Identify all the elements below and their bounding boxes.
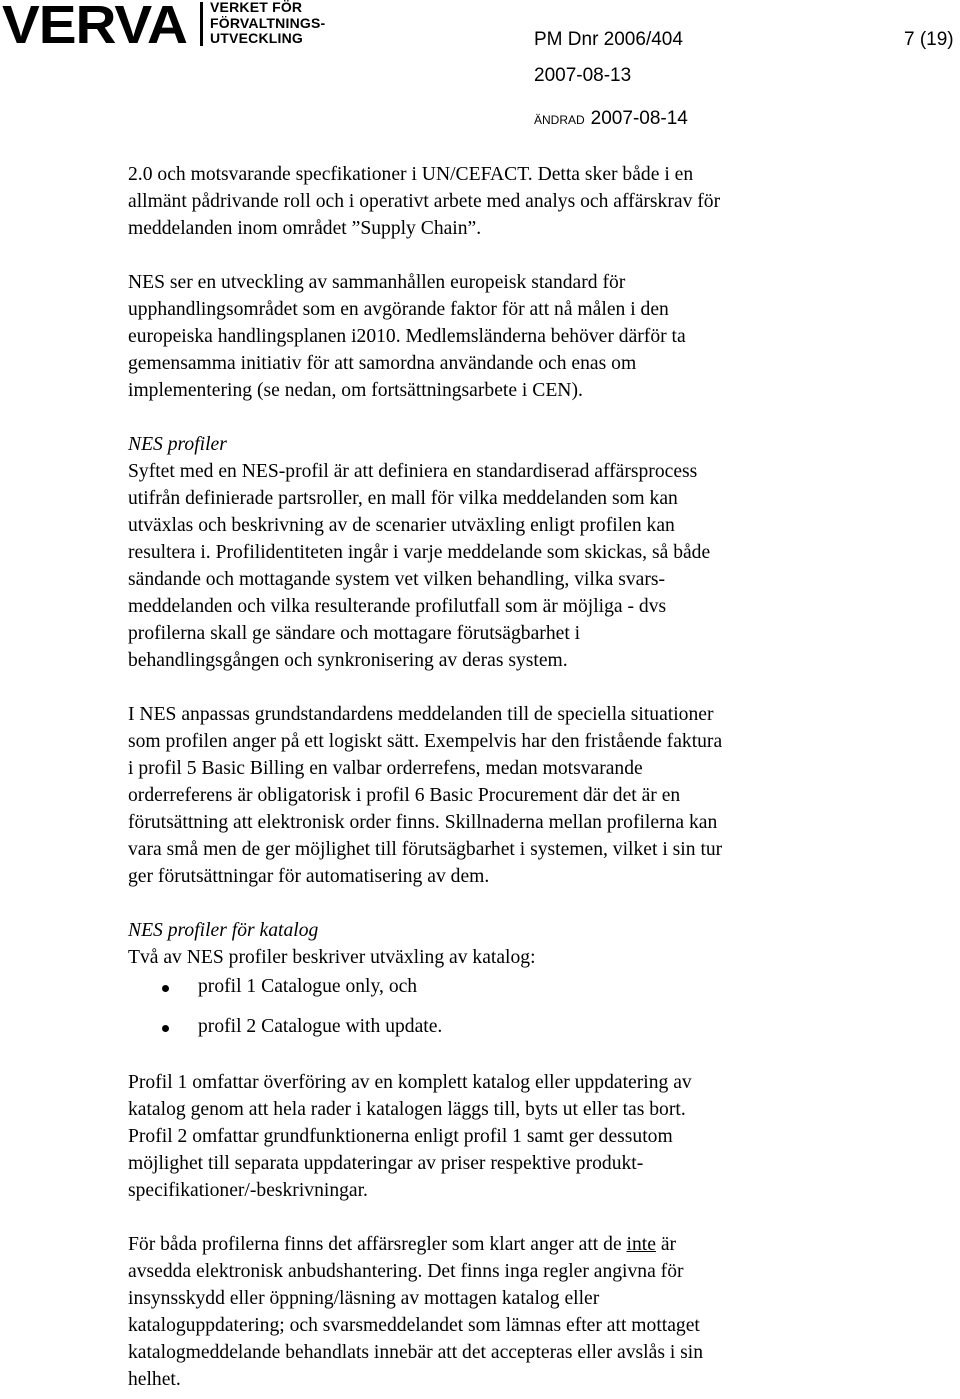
paragraph-5 (128, 1069, 888, 1204)
section-heading-nes-profiler: NES profiler (128, 434, 227, 455)
logo-wordmark: VERVA (2, 0, 187, 55)
text-line: möjlighet till separata uppdateringar av priser respektive produkt- (128, 1153, 644, 1174)
bullet-list (128, 973, 888, 1040)
text-line: kataloguppdatering; och svarsmeddelandet som lämnas efter att mottaget (128, 1315, 700, 1336)
document-body (128, 161, 888, 1393)
text-line: utifrån definierade partsroller, en mall för vilka meddelanden som kan (128, 488, 678, 509)
paragraph-3 (128, 458, 888, 674)
text-line: 2.0 och motsvarande specfikationer i UN/CEFACT. Detta sker både i en (128, 164, 694, 185)
text-line: som profilen anger på ett logiskt sätt. Exempelvis har den fristående faktura (128, 731, 723, 752)
text-span: är (655, 1234, 677, 1255)
text-line: avsedda elektronisk anbudshantering. Det finns inga regler angivna för (128, 1261, 684, 1282)
text-line: I NES anpassas grundstandardens meddelanden till de speciella situationer (128, 704, 714, 725)
text-line: Profil 1 omfattar överföring av en komplett katalog eller uppdatering av (128, 1072, 692, 1093)
logo-subtitle (210, 0, 325, 47)
text-line: helhet. (128, 1369, 181, 1390)
document-date: 2007-08-13 (534, 65, 632, 86)
bullet-icon (162, 985, 169, 992)
text-line: i profil 5 Basic Billing en valbar orderrefens, medan motsvarande (128, 758, 643, 779)
text-line: NES ser en utveckling av sammanhållen europeisk standard för (128, 272, 626, 293)
list-item (128, 1013, 888, 1040)
text-line: behandlingsgången och synkronisering av deras system. (128, 650, 568, 671)
section-heading-nes-profiler-katalog: NES profiler för katalog (128, 920, 319, 941)
text-line: gemensamma initiativ för att samordna användande och enas om (128, 353, 637, 374)
logo-divider (200, 2, 203, 46)
changed-date-value: 2007-08-14 (590, 108, 688, 129)
text-line: katalogmeddelande behandlats innebär att det accepteras eller avslås i sin (128, 1342, 704, 1363)
emphasis-inte: inte (626, 1234, 656, 1255)
list-intro: Två av NES profiler beskriver utväxling av katalog: (128, 947, 536, 968)
text-line: europeiska handlingsplanen i2010. Medlemsländerna behöver därför ta (128, 326, 686, 347)
text-line: profilerna skall ge sändare och mottagare förutsägbarhet i (128, 623, 581, 644)
logo-line: UTVECKLING (210, 30, 303, 46)
text-line: ger förutsättningar för automatisering av dem. (128, 866, 490, 887)
text-line: orderreferens är obligatorisk i profil 6 Basic Procurement där det är en (128, 785, 681, 806)
paragraph-2 (128, 269, 888, 404)
logo-line: VERKET FÖR (210, 0, 303, 15)
paragraph-1 (128, 161, 888, 242)
page-number: 7 (19) (904, 29, 954, 50)
text-line: insynsskydd eller öppning/läsning av mottagen katalog eller (128, 1288, 600, 1309)
text-line: resultera i. Profilidentiteten ingår i varje meddelande som skickas, så både (128, 542, 711, 563)
text-line: meddelanden inom området ”Supply Chain”. (128, 218, 482, 239)
text-line: vara små men de ger möjlighet till förutsägbarhet i systemen, vilket i sin tur (128, 839, 723, 860)
text-line: förutsättning att elektronisk order finns. Skillnaderna mellan profilerna kan (128, 812, 718, 833)
text-line: allmänt pådrivande roll och i operativt arbete med analys och affärskrav för (128, 191, 721, 212)
paragraph-6 (128, 1231, 888, 1393)
text-line: utväxlas och beskrivning av de scenarier utväxling enligt profilen kan (128, 515, 675, 536)
bullet-icon (162, 1025, 169, 1032)
changed-date (534, 108, 688, 130)
text-line: sändande och mottagande system vet vilken behandling, vilka svars- (128, 569, 666, 590)
changed-label: ÄNDRAD (534, 113, 585, 127)
list-item (128, 973, 888, 1013)
text-span: För båda profilerna finns det affärsregler som klart anger att de (128, 1234, 627, 1255)
paragraph-4 (128, 701, 888, 890)
list-item-text: profil 2 Catalogue with update. (198, 1016, 443, 1037)
list-item-text: profil 1 Catalogue only, och (198, 976, 418, 997)
logo-line: FÖRVALTNINGS- (210, 14, 326, 31)
text-line: katalog genom att hela rader i katalogen läggs till, byts ut eller tas bort. (128, 1099, 686, 1120)
text-line: Syftet med en NES-profil är att definiera en standardiserad affärsprocess (128, 461, 698, 482)
text-line (128, 1231, 888, 1258)
text-line: Profil 2 omfattar grundfunktionerna enligt profil 1 samt ger dessutom (128, 1126, 673, 1147)
text-line: meddelanden och vilka resulterande profilutfall som är möjliga - dvs (128, 596, 667, 617)
document-number: PM Dnr 2006/404 (534, 29, 683, 50)
text-line: implementering (se nedan, om fortsättningsarbete i CEN). (128, 380, 583, 401)
text-line: specifikationer/-beskrivningar. (128, 1180, 368, 1201)
text-line: upphandlingsområdet som en avgörande faktor för att nå målen i den (128, 299, 669, 320)
